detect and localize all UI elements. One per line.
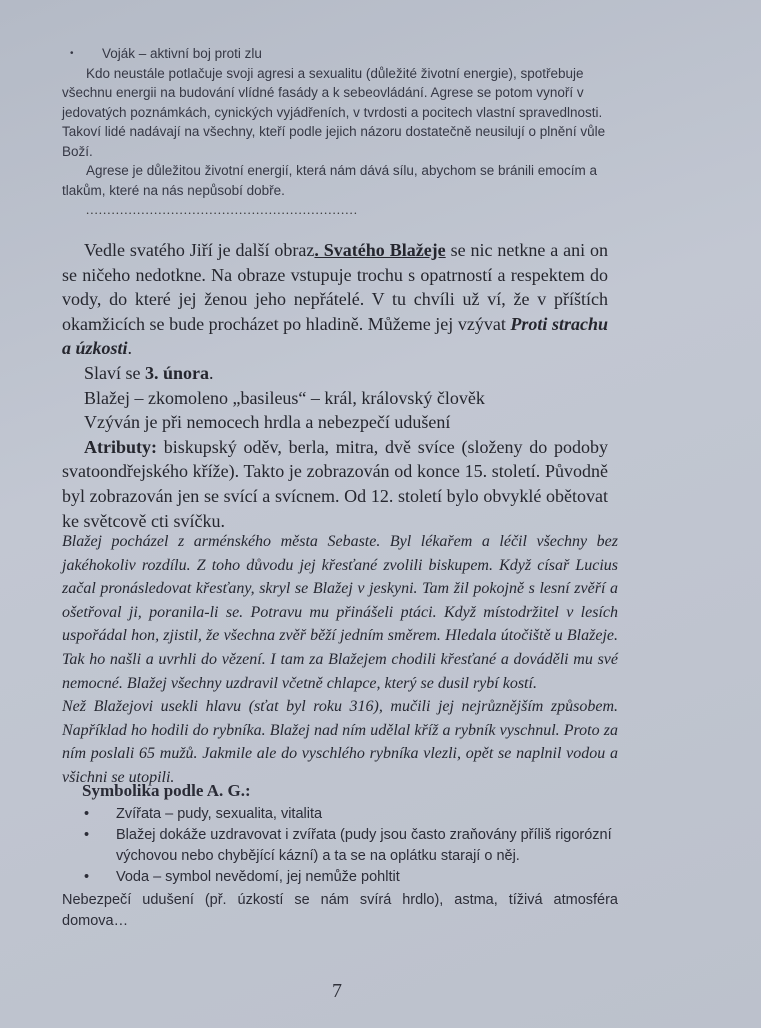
symbolika-heading: Symbolika podle A. G.: <box>82 781 251 800</box>
attributes-label: Atributy: <box>84 436 157 457</box>
list-item-text: Zvířata – pudy, sexualita, vitalita <box>116 806 323 822</box>
symbolika-section <box>62 780 618 932</box>
legend-paragraph-2: Než Blažejovi usekli hlavu (sťat byl roku 316), mučili jej nejrůznějším způsobem. Například ho hodili do rybníka. Blažej nad ním udělal kříž a rybník vyschnul. Proto za ním poslali 65 mužů. Jakmile ale do vyschlého rybníka vlezli, opět se naplnil vodou a všichni se utopili. <box>62 698 618 786</box>
invoked-line: Vzýván je při nemocech hrdla a nebezpečí udušení <box>84 412 451 433</box>
feast-line <box>62 361 608 386</box>
dotted-separator: ................................................................ <box>86 202 358 217</box>
list-item <box>62 804 618 825</box>
legend-section <box>62 530 618 790</box>
bullet-dot: • <box>84 827 90 843</box>
bullet-dot: • <box>70 48 74 59</box>
list-item <box>62 825 618 867</box>
bullet-dot: • <box>84 869 90 885</box>
list-item <box>62 867 618 888</box>
feast-label: Slaví se <box>84 362 145 383</box>
attributes-paragraph <box>62 435 608 533</box>
top-paragraph-2: Agrese je důležitou životní energií, která nám dává sílu, abychom se bránili emocím a tlakům, které na nás nepůsobí dobře. <box>62 163 598 198</box>
page-number: 7 <box>332 980 342 1002</box>
list-item-text: Blažej dokáže uzdravovat i zvířata (pudy jsou často zraňovány příliš rigorózní výchovou nebo chybějící kázní) a ta se na oplátku starají o něj. <box>116 827 612 864</box>
intro-text-a: Vedle svatého Jiří je další obraz <box>84 240 315 260</box>
saint-name: . Svatého Blažeje <box>314 240 446 260</box>
main-section <box>62 238 608 533</box>
intro-text-b: se nic netkne a ani on se ničeho nedotkne. Na obraze vstupuje trochu s opatrností a respektem do vody, do které jej ženou jeho nepřátelé. V tu chvíli už ví, že v příštích okamžicích se bude procházet po hladině. Můžeme jej vzývat <box>62 240 608 334</box>
feast-end: . <box>209 362 214 383</box>
bullet-dot: • <box>84 806 90 822</box>
bullet-heading <box>62 44 622 64</box>
closing-paragraph: Nebezpečí udušení (př. úzkostí se nám svírá hrdlo), astma, tíživá atmosféra domova… <box>62 892 618 929</box>
feast-date: 3. února <box>145 362 210 383</box>
intro-paragraph <box>62 238 608 361</box>
top-section <box>62 44 622 218</box>
bullet-heading-text: Voják – aktivní boj proti zlu <box>102 46 262 61</box>
name-meaning-line: Blažej – zkomoleno „basileus“ – král, královský člověk <box>84 387 485 408</box>
list-item-text: Voda – symbol nevědomí, jej nemůže pohltit <box>116 869 400 885</box>
legend-paragraph-1: Blažej pocházel z arménského města Sebaste. Byl lékařem a léčil všechny bez jakéhokoliv rozdílu. Z toho důvodu jej křesťané zvolili biskupem. Když císař Lucius začal pronásledovat křesťany, skryl se Blažej v jeskyni. Tam žil pokojně s lesní zvěří a ošetřoval ji, poranila-li se. Potravu mu přinášeli ptáci. Když místodržitel v lesích uspořádal hon, zjistil, že všechna zvěř běží jedním směrem. Hledala útočiště u Blažeje. Tak ho našli a uvrhli do vězení. I tam za Blažejem chodili křesťané a dováděli mu své nemocné. Blažej všechny uzdravil včetně chlapce, který se dusil rybí kostí. <box>62 533 618 692</box>
attributes-text: biskupský oděv, berla, mitra, dvě svíce (složeny do podoby svatoondřejského kříže). Takto je zobrazován od konce 15. století. Původně byl zobrazován jen se svící a svícnem. Od 12. století bylo obvyklé obětovat ke světcově cti svíčku. <box>62 436 608 531</box>
invocation: Proti strachu a úzkosti <box>62 313 608 359</box>
invocation-end: . <box>127 338 133 359</box>
top-paragraph-1: Kdo neustále potlačuje svoji agresi a sexualitu (důležité životní energie), spotřebuje všechnu energii na budování vlídné fasády a k sebeovládání. Agrese se potom vynoří v jedovatých poznámkách, cynických vyjádřeních, v tvrdosti a pocitech vlastní spravedlnosti. Takoví lidé nadávají na všechny, kteří podle jejich názoru dostatečně neusilují o plnění vůle Boží. <box>62 65 606 159</box>
